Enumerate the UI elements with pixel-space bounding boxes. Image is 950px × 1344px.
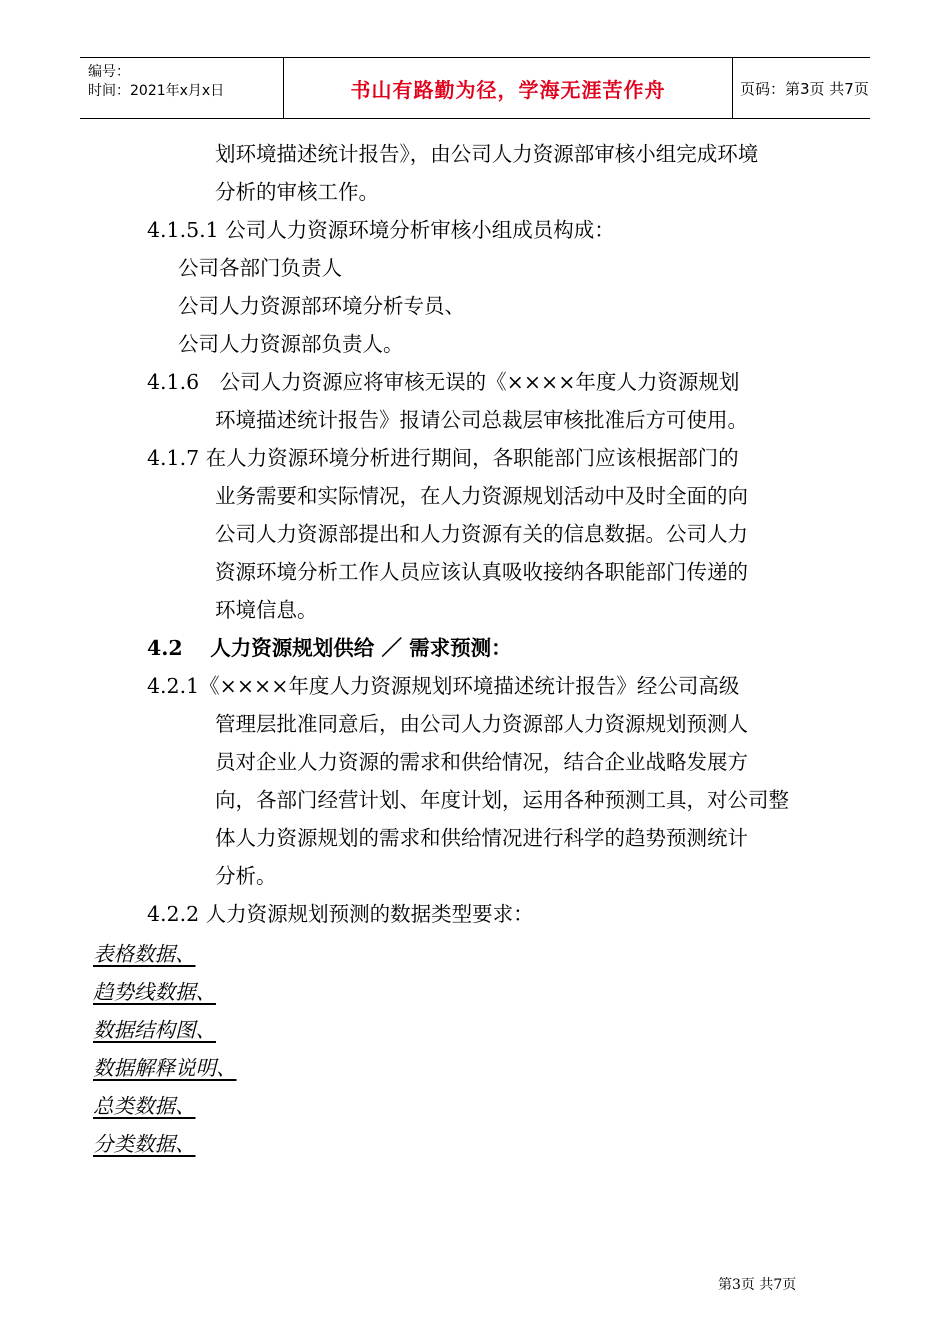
data-type-item: 数据结构图、 (93, 1018, 216, 1042)
header-motto: 书山有路勤为径，学海无涯苦作舟 (350, 77, 666, 102)
body-line: 管理层批准同意后，由公司人力资源部人力资源规划预测人 (215, 712, 748, 736)
data-type-item: 表格数据、 (93, 942, 196, 966)
data-type-item: 总类数据、 (93, 1094, 196, 1118)
section-4-2-1: 4.2.1《××××年度人力资源规划环境描述统计报告》经公司高级 (147, 674, 740, 698)
body-line: 分析的审核工作。 (215, 180, 379, 204)
document-number-label: 编号： (88, 64, 130, 80)
body-line: 员对企业人力资源的需求和供给情况，结合企业战略发展方 (215, 750, 748, 774)
header-divider (732, 58, 733, 118)
section-heading-4-2: 4.2 人力资源规划供给 ／ 需求预测： (147, 636, 512, 660)
member-list-item: 公司人力资源部负责人。 (178, 332, 404, 356)
section-4-2-2: 4.2.2 人力资源规划预测的数据类型要求： (147, 902, 534, 926)
data-type-item: 分类数据、 (93, 1132, 196, 1156)
document-header (80, 57, 870, 119)
data-type-item: 趋势线数据、 (93, 980, 216, 1004)
section-4-1-7: 4.1.7 在人力资源环境分析进行期间，各职能部门应该根据部门的 (147, 446, 739, 470)
header-page-info: 页码：第3页 共7页 (740, 79, 869, 98)
section-4-1-6: 4.1.6 公司人力资源应将审核无误的《××××年度人力资源规划 (147, 370, 740, 394)
header-meta (80, 58, 283, 118)
member-list-item: 公司各部门负责人 (178, 256, 342, 280)
body-line: 划环境描述统计报告》，由公司人力资源部审核小组完成环境 (215, 142, 759, 166)
body-line: 向，各部门经营计划、年度计划，运用各种预测工具，对公司整 (215, 788, 789, 812)
body-line: 分析。 (215, 864, 277, 888)
data-type-item: 数据解释说明、 (93, 1056, 237, 1080)
body-line: 体人力资源规划的需求和供给情况进行科学的趋势预测统计 (215, 826, 748, 850)
member-list-item: 公司人力资源部环境分析专员、 (178, 294, 465, 318)
body-line: 公司人力资源部提出和人力资源有关的信息数据。公司人力 (215, 522, 748, 546)
document-date: 时间：2021年x月x日 (88, 83, 225, 99)
body-line: 资源环境分析工作人员应该认真吸收接纳各职能部门传递的 (215, 560, 748, 584)
body-line: 业务需要和实际情况，在人力资源规划活动中及时全面的向 (215, 484, 748, 508)
body-line: 环境信息。 (215, 598, 318, 622)
section-4-1-5-1: 4.1.5.1 公司人力资源环境分析审核小组成员构成： (147, 218, 615, 242)
footer-page-info: 第3页 共7页 (718, 1277, 797, 1293)
body-line: 环境描述统计报告》报请公司总裁层审核批准后方可使用。 (215, 408, 748, 432)
